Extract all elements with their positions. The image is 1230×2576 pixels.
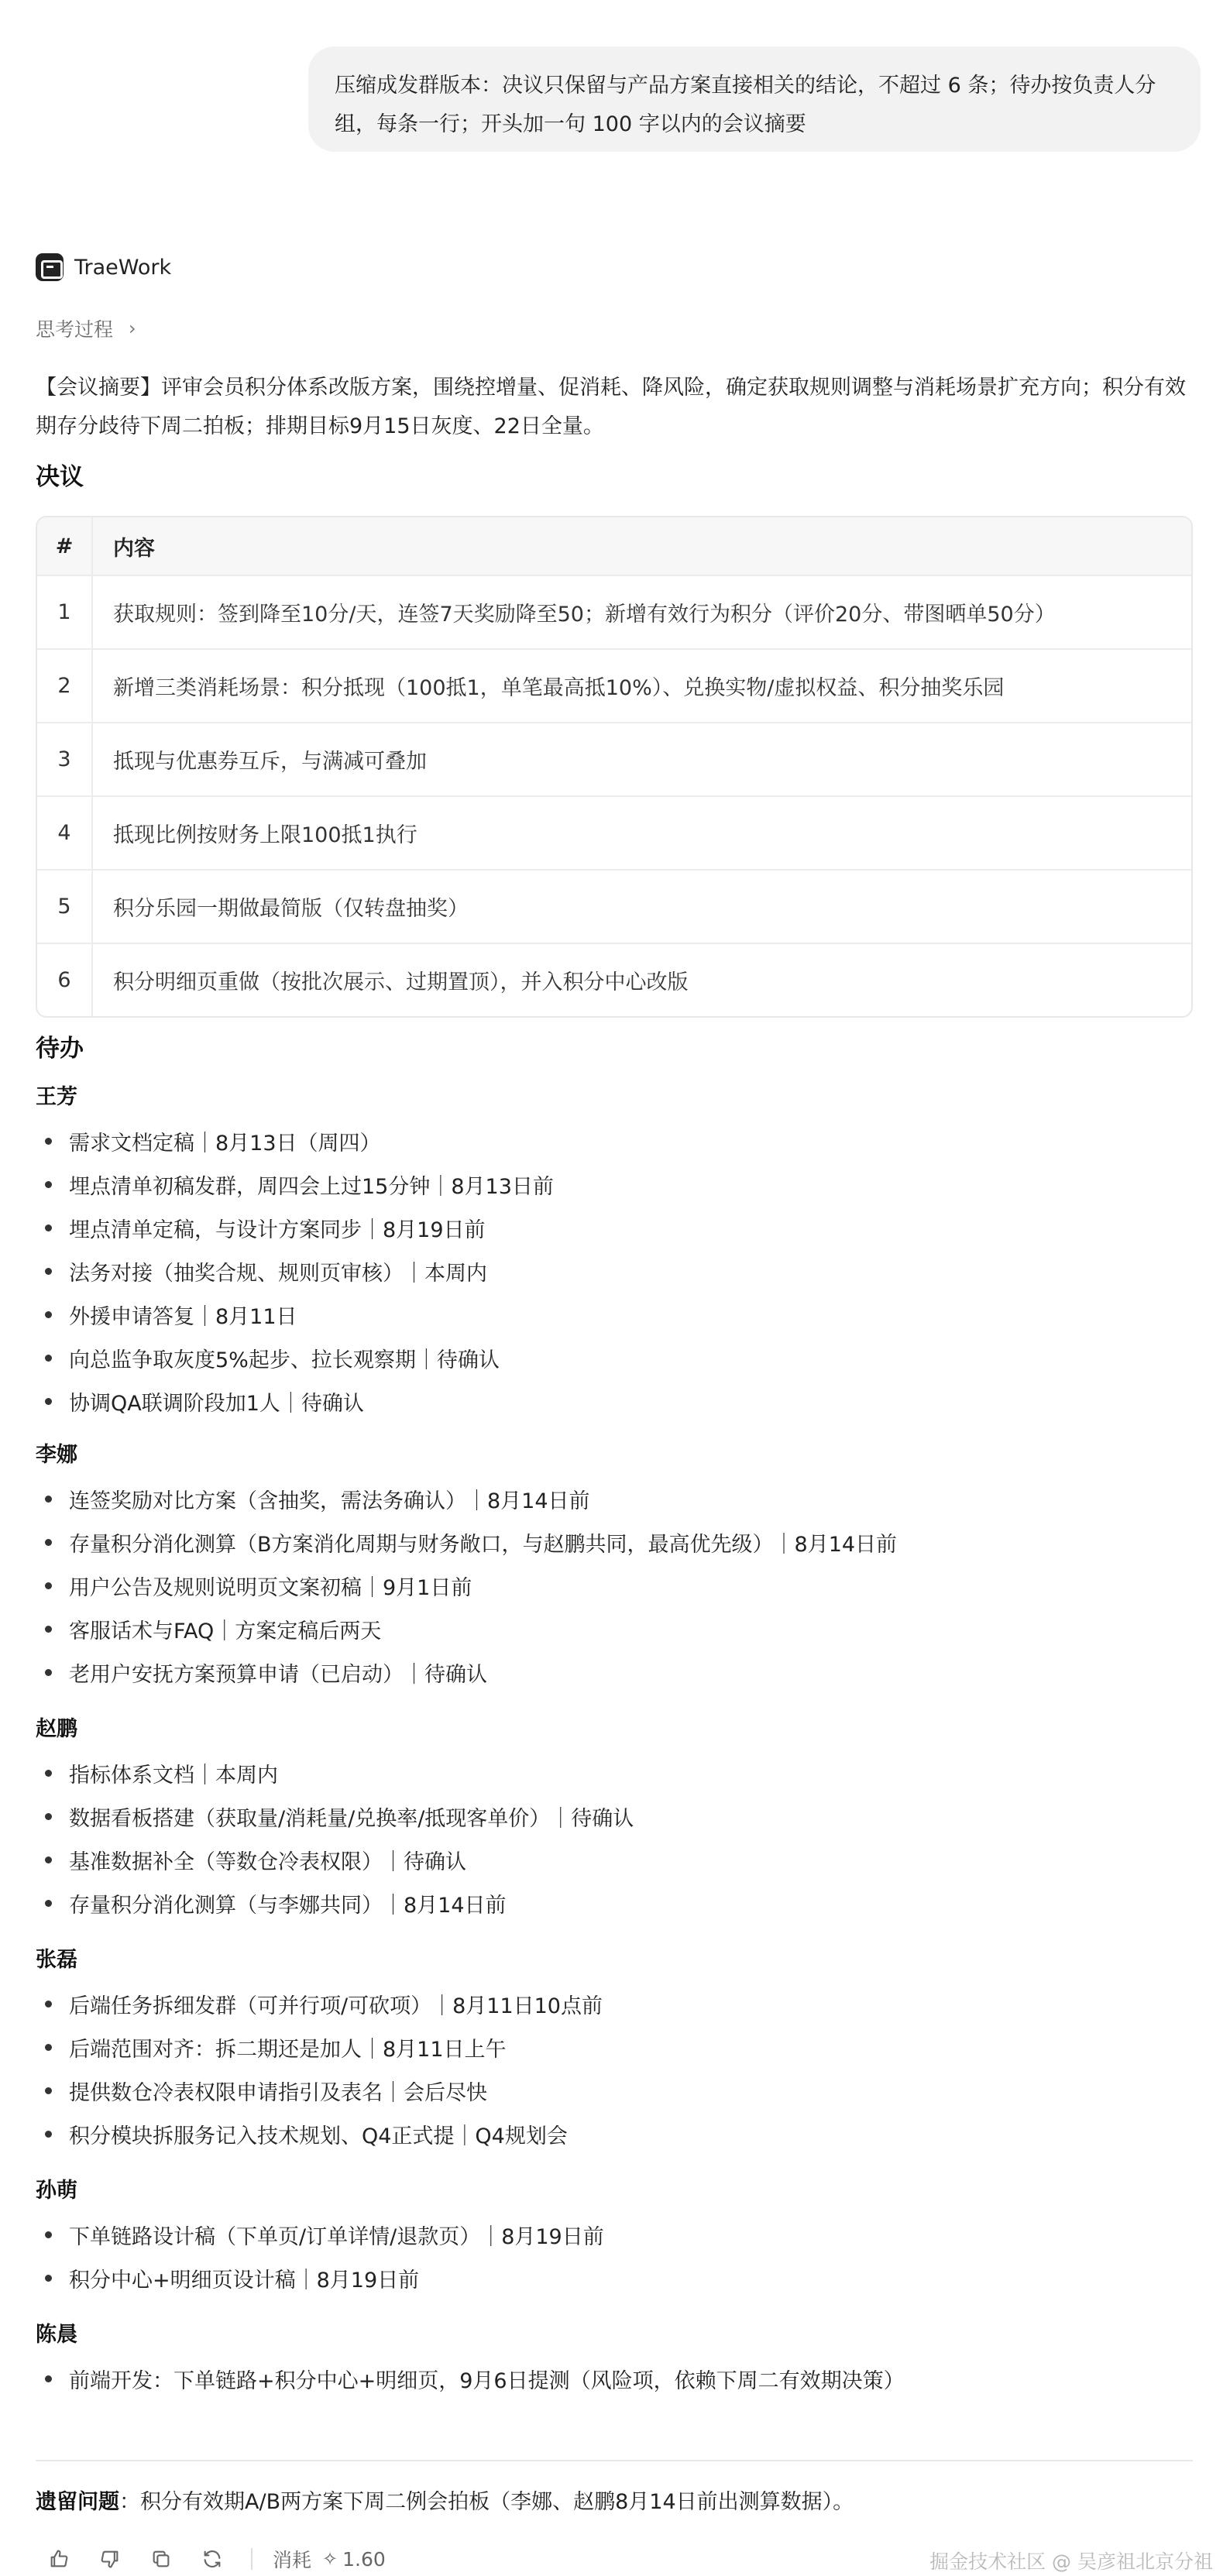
- thumbs-down-icon[interactable]: [94, 2543, 125, 2574]
- traework-logo-icon: [36, 253, 64, 281]
- decisions-table: [36, 516, 1193, 1018]
- table-row: [37, 943, 1191, 1016]
- meeting-summary: 【会议摘要】评审会员积分体系改版方案，围绕控增量、促消耗、降风险，确定获取规则调整与消耗场景扩充方向；积分有效期存分歧待下周二拍板；排期目标9月15日灰度、22日全量。: [36, 376, 1186, 438]
- message-actions: [43, 2543, 386, 2574]
- list-item: 积分模块拆服务记入技术规划、Q4正式提｜Q4规划会: [36, 2119, 568, 2149]
- owner-heading: 李娜: [36, 1443, 77, 1467]
- list-item: 积分中心+明细页设计稿｜8月19日前: [36, 2263, 419, 2293]
- list-item: 提供数仓冷表权限申请指引及表名｜会后尽快: [36, 2076, 487, 2106]
- list-item: 下单链路设计稿（下单页/订单详情/退款页）｜8月19日前: [36, 2220, 604, 2250]
- owner-heading: 孙萌: [36, 2179, 77, 2203]
- regenerate-icon[interactable]: [197, 2543, 228, 2574]
- copy-icon[interactable]: [146, 2543, 177, 2574]
- table-row: [37, 869, 1191, 943]
- remaining-text: ：积分有效期A/B两方案下周二例会拍板（李娜、赵鹏8月14日前出测算数据）。: [119, 2490, 854, 2514]
- list-item: 老用户安抚方案预算申请（已启动）｜待确认: [36, 1657, 487, 1688]
- table-header-row: [37, 517, 1191, 575]
- list-item: 数据看板搭建（获取量/消耗量/兑换率/抵现客单价）｜待确认: [36, 1801, 634, 1832]
- row-num: 1: [37, 576, 93, 648]
- actions-separator: [251, 2548, 253, 2570]
- section-divider: [36, 2460, 1193, 2461]
- list-item: 用户公告及规则说明页文案初稿｜9月1日前: [36, 1571, 472, 1601]
- table-row: [37, 648, 1191, 722]
- assistant-header: [36, 248, 171, 287]
- cost-label: 消耗: [273, 2549, 312, 2571]
- list-item: 后端任务拆细发群（可并行项/可砍项）｜8月11日10点前: [36, 1989, 603, 2019]
- table-row: [37, 722, 1191, 795]
- thinking-label: 思考过程: [36, 318, 114, 341]
- owner-heading: 陈晨: [36, 2323, 77, 2347]
- list-item: 外援申请答复｜8月11日: [36, 1300, 297, 1330]
- row-text: 获取规则：签到降至10分/天，连签7天奖励降至50；新增有效行为积分（评价20分、带图晒单50分）: [113, 603, 1056, 627]
- list-item: 法务对接（抽奖合规、规则页审核）｜本周内: [36, 1256, 487, 1286]
- user-message-bubble: [308, 46, 1201, 152]
- remaining-label: 遗留问题: [36, 2490, 119, 2514]
- todos-heading: 待办: [36, 1035, 84, 1063]
- cost-value: 1.60: [342, 2547, 386, 2571]
- row-num: 6: [37, 944, 93, 1016]
- list-item: 连签奖励对比方案（含抽奖，需法务确认）｜8月14日前: [36, 1484, 590, 1514]
- list-item: 埋点清单定稿，与设计方案同步｜8月19日前: [36, 1213, 486, 1243]
- list-item: 埋点清单初稿发群，周四会上过15分钟｜8月13日前: [36, 1170, 554, 1200]
- row-text: 抵现比例按财务上限100抵1执行: [113, 823, 417, 847]
- table-row: [37, 795, 1191, 869]
- table-header-num: #: [37, 517, 93, 575]
- decisions-heading: 决议: [36, 463, 84, 491]
- row-num: 5: [37, 871, 93, 943]
- list-item: 存量积分消化测算（B方案消化周期与财务敞口，与赵鹏共同，最高优先级）｜8月14日前: [36, 1527, 897, 1558]
- list-item: 基准数据补全（等数仓冷表权限）｜待确认: [36, 1845, 466, 1875]
- list-item: 需求文档定稿｜8月13日（周四）: [36, 1126, 381, 1156]
- assistant-name: TraeWork: [74, 255, 172, 280]
- thumbs-up-icon[interactable]: [43, 2543, 74, 2574]
- sparkle-icon: ✧: [322, 2548, 338, 2570]
- list-item: 存量积分消化测算（与李娜共同）｜8月14日前: [36, 1888, 507, 1918]
- list-item: 协调QA联调阶段加1人｜待确认: [36, 1386, 364, 1417]
- owner-heading: 赵鹏: [36, 1717, 77, 1741]
- row-num: 3: [37, 723, 93, 795]
- row-text: 积分乐园一期做最简版（仅转盘抽奖）: [113, 897, 469, 921]
- owner-heading: 张磊: [36, 1948, 77, 1972]
- table-header-content: 内容: [113, 536, 155, 561]
- list-item: 后端范围对齐：拆二期还是加人｜8月11日上午: [36, 2032, 507, 2063]
- row-num: 4: [37, 797, 93, 869]
- user-message-text: 压缩成发群版本：决议只保留与产品方案直接相关的结论，不超过 6 条；待办按负责人分组，每条一行；开头加一句 100 字以内的会议摘要: [335, 74, 1156, 136]
- watermark: 掘金技术社区 @ 吴彦祖北京分祖: [929, 2550, 1213, 2573]
- list-item: 前端开发：下单链路+积分中心+明细页，9月6日提测（风险项，依赖下周二有效期决策）: [36, 2364, 905, 2394]
- chevron-right-icon: ›: [129, 318, 136, 339]
- list-item: 向总监争取灰度5%起步、拉长观察期｜待确认: [36, 1343, 500, 1373]
- list-item: 指标体系文档｜本周内: [36, 1758, 278, 1788]
- row-text: 积分明细页重做（按批次展示、过期置顶），并入积分中心改版: [113, 970, 689, 994]
- row-text: 抵现与优惠券互斥，与满减可叠加: [113, 750, 427, 774]
- thinking-toggle[interactable]: [36, 311, 136, 345]
- remaining-issues: [36, 2485, 854, 2515]
- owner-heading: 王芳: [36, 1085, 77, 1109]
- list-item: 客服话术与FAQ｜方案定稿后两天: [36, 1614, 381, 1644]
- row-text: 新增三类消耗场景：积分抵现（100抵1，单笔最高抵10%）、兑换实物/虚拟权益、积分抽奖乐园: [113, 676, 1005, 700]
- row-num: 2: [37, 650, 93, 722]
- table-row: [37, 575, 1191, 648]
